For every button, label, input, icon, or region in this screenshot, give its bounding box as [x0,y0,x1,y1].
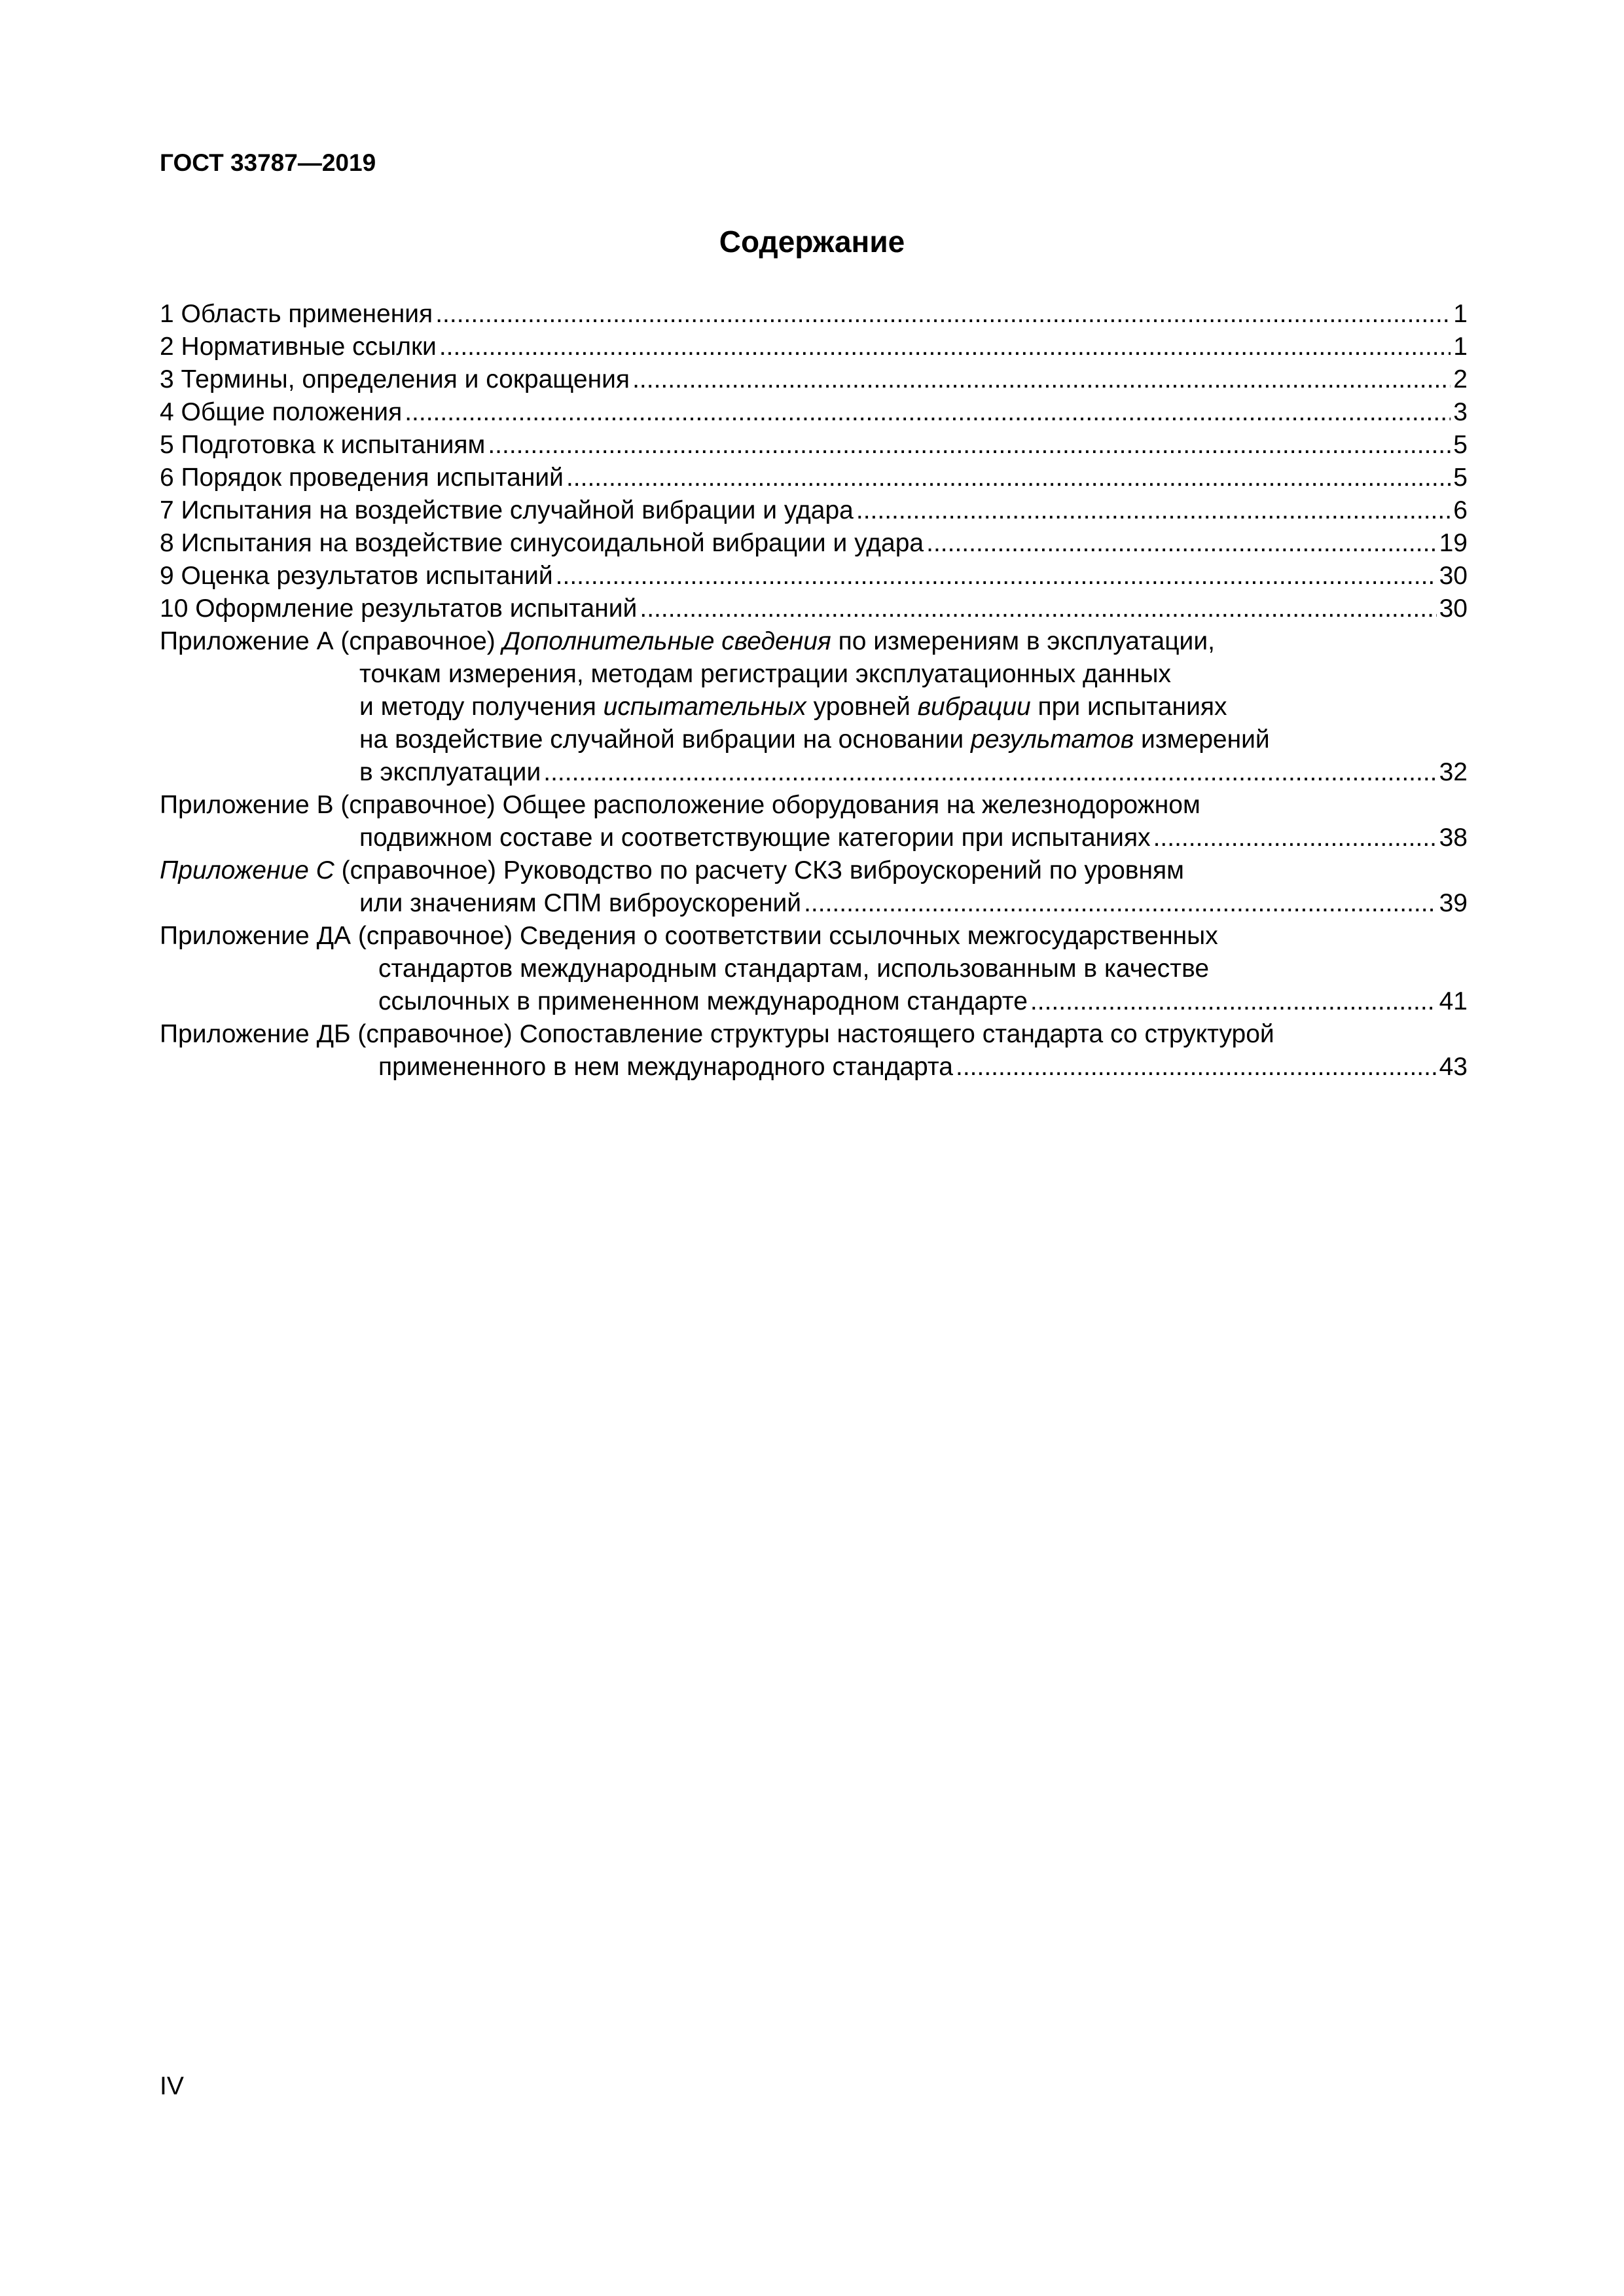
page-title: Содержание [719,225,905,259]
toc-entry[interactable]: 7 Испытания на воздействие случайной вибрации и удара ..... 6 [160,494,1468,527]
toc-entry[interactable]: 1 Область применения ..... 1 [160,298,1468,331]
toc-entry[interactable]: 2 Нормативные ссылки ..... 1 [160,331,1468,363]
toc-entry[interactable]: 10 Оформление результатов испытаний ..... 30 [160,592,1468,625]
toc-entry[interactable]: 9 Оценка результатов испытаний ..... 30 [160,560,1468,592]
toc-entry[interactable]: 8 Испытания на воздействие синусоидальной вибрации и удара ..... 19 [160,527,1468,560]
toc-entry[interactable]: 4 Общие положения ..... 3 [160,396,1468,429]
document-header: ГОСТ 33787—2019 [160,149,376,176]
toc-appendix-da[interactable]: Приложение ДА (справочное) Сведения о соответствии ссылочных межгосударственных [160,922,1218,950]
toc-entry[interactable]: 3 Термины, определения и сокращения ..... 2 [160,363,1468,396]
toc-entry[interactable]: 5 Подготовка к испытаниям ..... 5 [160,429,1468,462]
toc-appendix-db[interactable]: Приложение ДБ (справочное) Сопоставление структуры настоящего стандарта со структурой [160,1020,1274,1048]
page-number: IV [160,2072,184,2100]
toc-appendix-a[interactable]: Приложение А (справочное) Дополнительные сведения по измерениям в эксплуатации, [160,627,1215,655]
table-of-contents: 1 Область применения ..... 1 2 Нормативные ссылки ..... 1 3 Термины, определения и сокращения ..... 2 4 Общие положения ..... 3 5 Подготовка к испытаниям ..... 5 6 Порядок проведения испытаний ..... 5 7 Испытания на воздействие случайной вибрации и удара ..... 6 8 Испытания на воздействие синусоидальной вибрации и удара ..... 19 9 Оценка результатов испытаний ..... 30 10 Оформление результатов испытаний ..... 30 Приложение А (справочное) Дополнительные сведения по измерениям в эксплуатации, точкам измерения, методам регистрации эксплуатационных данных и методу получения испытательных уровней вибрации при испытаниях на воздействие случайной вибрации на основании результатов измерений в эксплуатации ..... 32 Приложение В (справочное) Общее расположение оборудования на железнодорожном подвижном составе и соответствующие категории при испытаниях ..... 38 Приложение С (справочное) Руководство по расчету СКЗ виброускорений по уровням или значениям СПМ виброускорений ..... 39 Приложение ДА (справочное) Сведения о соответствии ссылочных межгосударственных стандартов международным стандартам, использованным в качестве ссылочных в примененном международном стандарте ..... 41 Приложение ДБ (справочное) Сопоставление структуры настоящего стандарта со структурой примененного в нем международного стандарта ..... 43 [160,298,1468,1084]
toc-appendix-c[interactable]: Приложение С (справочное) Руководство по расчету СКЗ виброускорений по уровням [160,856,1184,884]
toc-appendix-b[interactable]: Приложение В (справочное) Общее расположение оборудования на железнодорожном [160,791,1200,819]
toc-entry[interactable]: 6 Порядок проведения испытаний ..... 5 [160,462,1468,494]
